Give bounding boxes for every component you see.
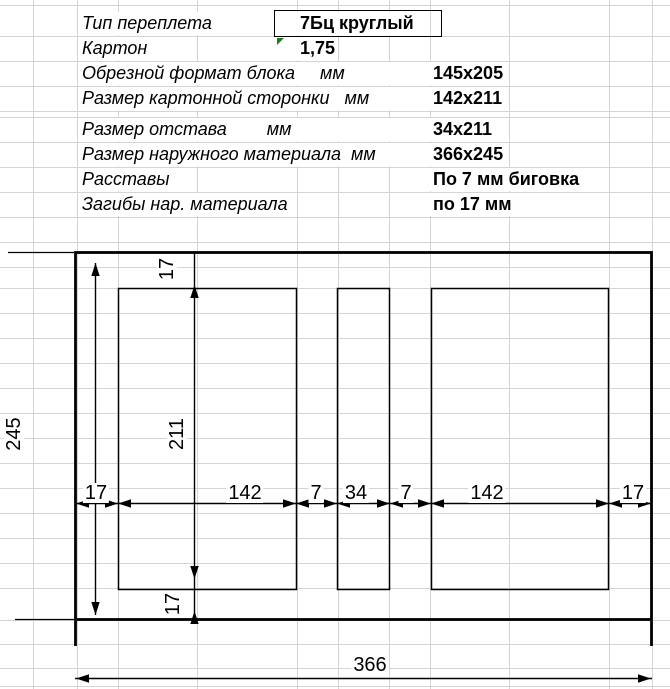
value-board-size[interactable]: 142x211 (430, 87, 505, 110)
value-trimmed-block-format[interactable]: 145x205 (430, 62, 506, 85)
label-binding-type[interactable]: Тип переплета (79, 12, 215, 35)
label-outer-material-size[interactable]: Размер наружного материала мм (79, 143, 435, 166)
dim-bottom-flap: 17 (162, 592, 184, 616)
label-board-size[interactable]: Размер картонной сторонки мм (79, 87, 435, 110)
dim-right-gap: 7 (400, 482, 412, 504)
dim-total-height: 245 (3, 417, 25, 451)
dim-board-height: 211 (166, 418, 188, 450)
value-outer-material-size[interactable]: 366x245 (430, 143, 506, 166)
dim-left-board: 142 (228, 482, 262, 504)
number-as-text-marker-icon (277, 38, 284, 45)
dim-left-gap: 7 (310, 482, 322, 504)
label-material-folds[interactable]: Загибы нар. материала (79, 193, 291, 216)
dim-right-fold: 17 (621, 482, 645, 504)
dim-total-width: 366 (353, 654, 387, 676)
dim-left-fold: 17 (84, 482, 108, 504)
label-cardboard[interactable]: Картон (79, 37, 150, 60)
label-gaps[interactable]: Расставы (79, 168, 172, 191)
cover-diagram (8, 253, 652, 683)
value-gaps[interactable]: По 7 мм биговка (430, 168, 582, 191)
label-spine-insert-size[interactable]: Размер отстава мм (79, 118, 435, 141)
value-spine-insert-size[interactable]: 34x211 (430, 118, 495, 141)
dim-spine: 34 (344, 482, 368, 504)
value-material-folds[interactable]: по 17 мм (430, 193, 515, 216)
value-cardboard[interactable]: 1,75 (297, 37, 338, 60)
label-trimmed-block-format[interactable]: Обрезной формат блока мм (79, 62, 435, 85)
dim-right-board: 142 (470, 482, 504, 504)
dim-top-flap: 17 (156, 257, 178, 281)
value-binding-type[interactable]: 7Бц круглый (297, 12, 417, 35)
outer-material-rect (76, 253, 652, 620)
